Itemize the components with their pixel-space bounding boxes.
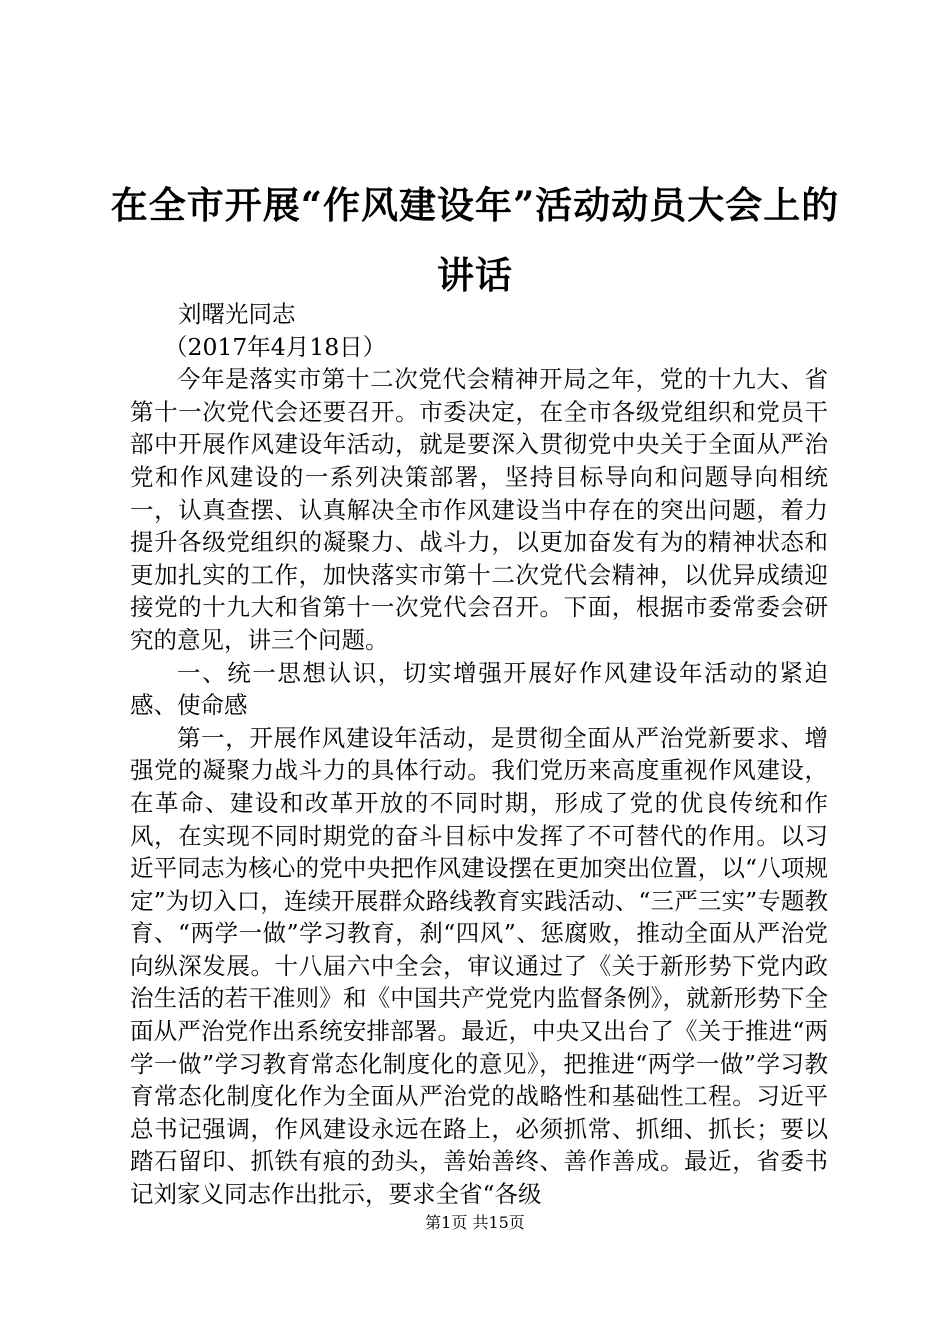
section-heading-1: 一、统一思想认识，切实增强开展好作风建设年活动的紧迫感、使命感 bbox=[130, 658, 828, 720]
page-title: 在全市开展“作风建设年”活动动员大会上的讲话 bbox=[110, 183, 840, 297]
date-line: （2017年4月18日） bbox=[164, 332, 387, 361]
paragraph-first-point: 第一，开展作风建设年活动，是贯彻全面从严治党新要求、增强党的凝聚力战斗力的具体行动。我们党历来高度重视作风建设，在革命、建设和改革开放的不同时期，形成了党的优良传统和作风，在实现不同时期党的奋斗目标中发挥了不可替代的作用。以习近平同志为核心的党中央把作风建设摆在更加突出位置，以“八项规定”为切入口，连续开展群众路线教育实践活动、“三严三实”专题教育、“两学一做”学习教育，刹“四风”、惩腐败，推动全面从严治党向纵深发展。十八届六中全会，审议通过了《关于新形势下党内政治生活的若干准则》和《中国共产党党内监督条例》，就新形势下全面从严治党作出系统安排部署。最近，中央又出台了《关于推进“两学一做”学习教育常态化制度化的意见》，把推进“两学一做”学习教育常态化制度化作为全面从严治党的战略性和基础性工程。习近平总书记强调，作风建设永远在路上，必须抓常、抓细、抓长；要以踏石留印、抓铁有痕的劲头，善始善终、善作善成。最近，省委书记刘家义同志作出批示，要求全省“各级 bbox=[130, 723, 828, 1209]
page-footer: 第1页 共15页 bbox=[425, 1213, 525, 1232]
paragraph-intro: 今年是落实市第十二次党代会精神开局之年，党的十九大、省第十一次党代会还要召开。市委决定，在全市各级党组织和党员干部中开展作风建设年活动，就是要深入贯彻党中央关于全面从严治党和作风建设的一系列决策部署，坚持目标导向和问题导向相统一，认真查摆、认真解决全市作风建设当中存在的突出问题，着力提升各级党组织的凝聚力、战斗力，以更加奋发有为的精神状态和更加扎实的工作，加快落实市第十二次党代会精神，以优异成绩迎接党的十九大和省第十一次党代会召开。下面，根据市委常委会研究的意见，讲三个问题。 bbox=[130, 365, 828, 654]
author-line: 刘曙光同志 bbox=[178, 300, 296, 328]
document-body bbox=[130, 298, 828, 1211]
